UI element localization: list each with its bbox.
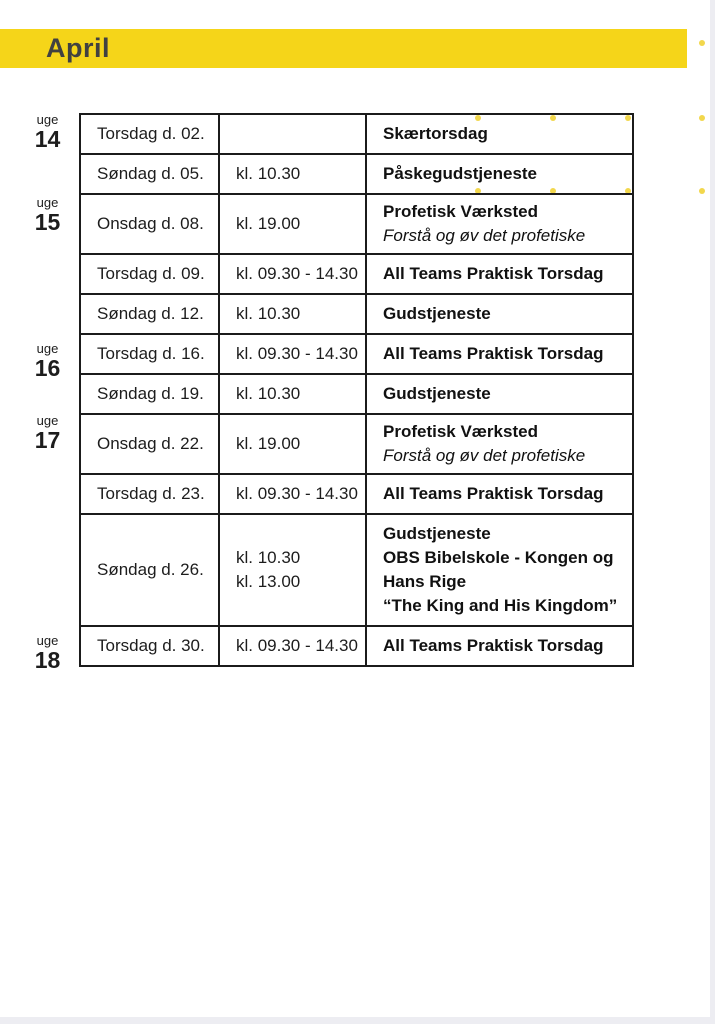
date-cell: Torsdag d. 30. [80,626,219,666]
date-cell: Torsdag d. 16. [80,334,219,374]
event-line: Forstå og øv det profetiske [383,226,586,245]
event-line: All Teams Praktisk Torsdag [383,484,604,503]
event-line: Profetisk Værksted [383,202,538,221]
table-row [80,514,633,626]
week-prefix: uge [36,633,59,648]
time-cell [219,294,366,334]
time-cell [219,626,366,666]
event-cell [366,514,633,626]
time-line: kl. 10.30 [236,384,301,403]
date-cell: Søndag d. 05. [80,154,219,194]
table-row [80,154,633,194]
week-number: 17 [34,427,61,453]
date-cell: Søndag d. 12. [80,294,219,334]
decor-dot-icon [699,115,705,121]
event-line: All Teams Praktisk Torsdag [383,264,604,283]
week-label-17 [25,414,70,452]
table-row [80,334,633,374]
week-prefix: uge [36,413,59,428]
date-cell: Torsdag d. 02. [80,114,219,154]
time-cell [219,474,366,514]
event-line: Hans Rige [383,572,467,591]
month-banner [0,29,687,68]
time-line: kl. 10.30 [236,304,301,323]
week-prefix: uge [36,112,59,127]
event-line: All Teams Praktisk Torsdag [383,636,604,655]
table-row [80,374,633,414]
time-line: kl. 13.00 [236,572,301,591]
time-cell [219,194,366,254]
week-number: 15 [34,209,61,235]
date-cell: Torsdag d. 23. [80,474,219,514]
event-line: Skærtorsdag [383,124,488,143]
event-cell [366,254,633,294]
time-line: kl. 09.30 - 14.30 [236,484,358,503]
time-cell [219,334,366,374]
week-label-14 [25,113,70,151]
table-row [80,114,633,154]
week-number: 18 [34,647,61,673]
schedule-table-wrap [79,113,634,667]
time-line: kl. 19.00 [236,434,301,453]
event-cell [366,474,633,514]
date-cell: Søndag d. 26. [80,514,219,626]
time-cell [219,514,366,626]
week-number: 14 [34,126,61,152]
event-cell [366,414,633,474]
time-cell [219,254,366,294]
event-cell [366,334,633,374]
event-line: Forstå og øv det profetiske [383,446,586,465]
table-row [80,254,633,294]
date-cell: Søndag d. 19. [80,374,219,414]
date-cell: Torsdag d. 09. [80,254,219,294]
time-cell [219,414,366,474]
week-label-18 [25,634,70,672]
event-line: OBS Bibelskole - Kongen og [383,548,614,567]
event-cell [366,194,633,254]
event-cell [366,114,633,154]
page-edge-right [710,0,715,1024]
event-line: Gudstjeneste [383,384,491,403]
event-cell [366,374,633,414]
table-row [80,194,633,254]
table-row [80,626,633,666]
schedule-table [79,113,634,667]
event-cell [366,154,633,194]
time-cell [219,374,366,414]
time-cell [219,154,366,194]
decor-dot-icon [699,188,705,194]
week-label-15 [25,196,70,234]
table-row [80,294,633,334]
date-cell: Onsdag d. 08. [80,194,219,254]
time-line: kl. 09.30 - 14.30 [236,344,358,363]
date-cell: Onsdag d. 22. [80,414,219,474]
time-line: kl. 09.30 - 14.30 [236,264,358,283]
event-cell [366,294,633,334]
page-edge-bottom [0,1017,715,1024]
time-line: kl. 10.30 [236,164,301,183]
time-cell [219,114,366,154]
week-number: 16 [34,355,61,381]
event-line: Gudstjeneste [383,304,491,323]
event-line: Påskegudstjeneste [383,164,538,183]
event-line: Profetisk Værksted [383,422,538,441]
decor-dot-icon [699,40,705,46]
table-row [80,474,633,514]
page-title: April [46,33,111,63]
week-label-16 [25,342,70,380]
event-line: Gudstjeneste [383,524,491,543]
event-line: “The King and His Kingdom” [383,596,618,615]
week-prefix: uge [36,341,59,356]
week-prefix: uge [36,195,59,210]
time-line: kl. 09.30 - 14.30 [236,636,358,655]
event-cell [366,626,633,666]
time-line: kl. 19.00 [236,214,301,233]
table-row [80,414,633,474]
event-line: All Teams Praktisk Torsdag [383,344,604,363]
time-line: kl. 10.30 [236,548,301,567]
